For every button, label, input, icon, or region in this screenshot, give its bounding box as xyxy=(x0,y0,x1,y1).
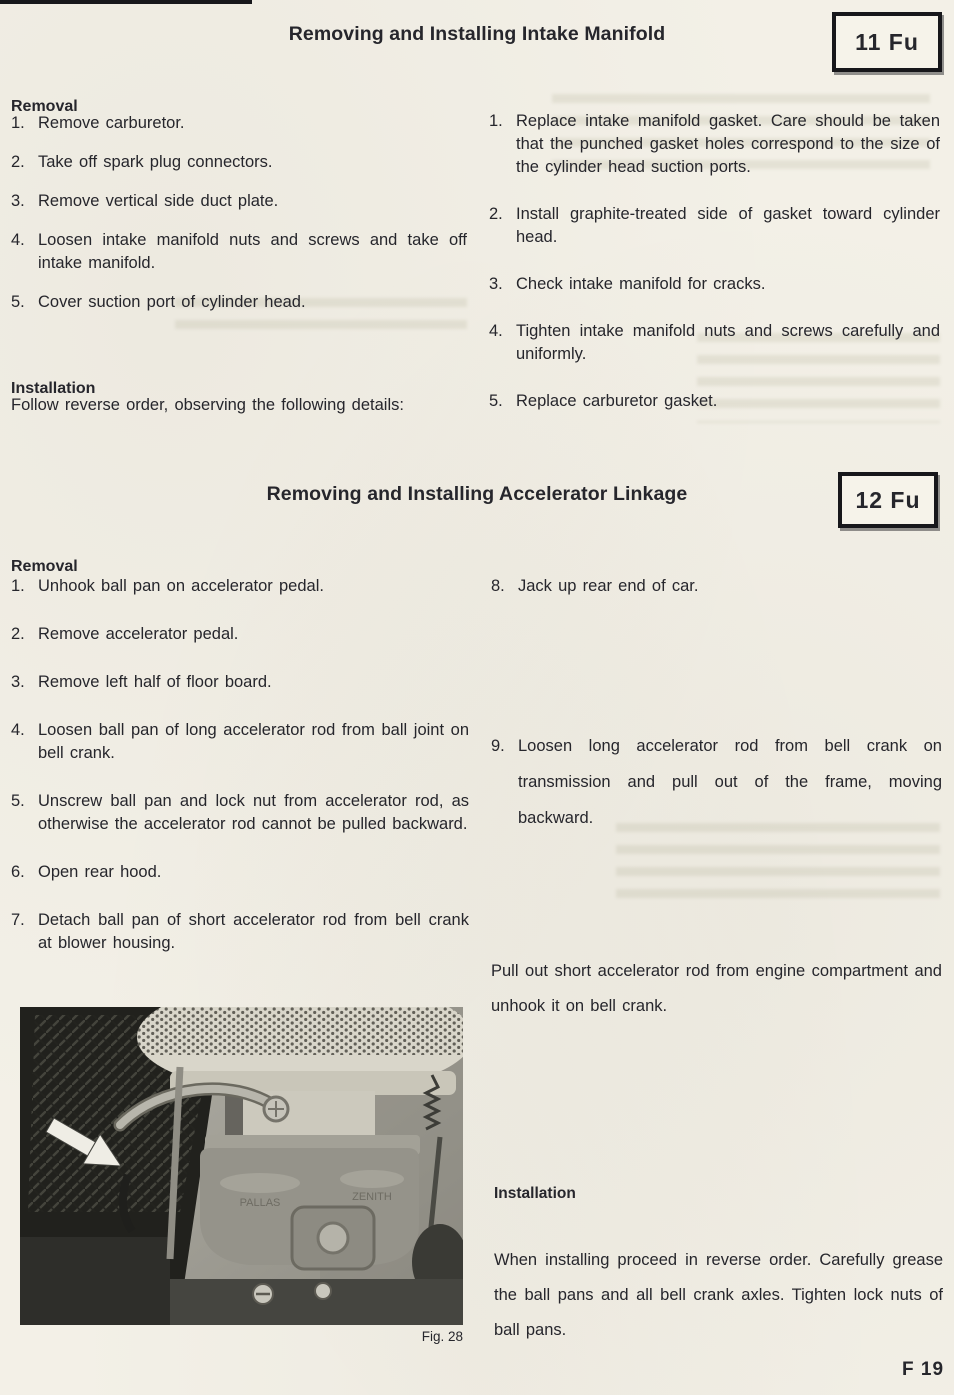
step-text: Loosen ball pan of long accelerator rod from ball joint on bell crank. xyxy=(38,721,469,762)
step-item xyxy=(489,273,940,296)
step-text: Remove vertical side duct plate. xyxy=(38,192,279,210)
scan-edge-artifact xyxy=(0,0,252,4)
step-text: Replace intake manifold gasket. Care should be taken that the punched gasket holes correspond to the size of the cylinder head suction ports. xyxy=(516,112,940,176)
step-item xyxy=(11,671,469,694)
step-number: 2. xyxy=(11,625,25,643)
step-number: 3. xyxy=(489,275,503,293)
step-item xyxy=(491,575,942,598)
figure-caption: Fig. 28 xyxy=(421,1329,463,1344)
section2-installation-paragraph: When installing proceed in reverse order. Carefully grease the ball pans and all bell crank axles. Tighten lock nuts of ball pans. xyxy=(494,1251,943,1339)
step-item xyxy=(489,320,940,366)
step-text: Remove accelerator pedal. xyxy=(38,625,239,643)
step-text: Loosen intake manifold nuts and screws and take off intake manifold. xyxy=(38,231,467,272)
section2-removal-steps-right xyxy=(491,575,942,1024)
step-item xyxy=(11,190,467,213)
step-number: 5. xyxy=(489,392,503,410)
air-cleaner-perforations xyxy=(137,1007,463,1055)
step-item xyxy=(11,861,469,884)
step-number: 1. xyxy=(11,114,25,132)
section2-code: 12 Fu xyxy=(855,486,921,513)
step-text: Loosen long accelerator rod from bell crank on transmission and pull out of the frame, moving backward. xyxy=(518,737,942,827)
embossed-badge-right xyxy=(340,1170,404,1188)
step-number: 7. xyxy=(11,911,25,929)
pull-out-paragraph: Pull out short accelerator rod from engine compartment and unhook it on bell crank. xyxy=(491,962,942,1015)
step-number: 3. xyxy=(11,673,25,691)
section1-code-box xyxy=(832,12,942,72)
section1-installation-steps xyxy=(489,110,940,437)
step-number: 9. xyxy=(491,737,505,755)
step-item xyxy=(489,390,940,413)
embossed-label-pallas: PALLAS xyxy=(239,1197,281,1209)
step-text: Tighten intake manifold nuts and screws carefully and uniformly. xyxy=(516,322,940,363)
embossed-label-zenith: ZENITH xyxy=(352,1191,392,1203)
step-number: 6. xyxy=(11,863,25,881)
step-item xyxy=(11,909,469,955)
carburetor-photo-illustration xyxy=(20,1007,463,1325)
step-item xyxy=(489,110,940,179)
step-text: Open rear hood. xyxy=(38,863,162,881)
step-item xyxy=(491,728,942,836)
step-number: 4. xyxy=(11,231,25,249)
section1-code: 11 Fu xyxy=(855,28,919,55)
section1-removal-heading: Removal xyxy=(11,98,78,116)
page-number: F 19 xyxy=(902,1359,945,1380)
step-item xyxy=(11,229,467,275)
step-number: 1. xyxy=(11,577,25,595)
step-item xyxy=(489,203,940,249)
step-text: Take off spark plug connectors. xyxy=(38,153,273,171)
step-number: 3. xyxy=(11,192,25,210)
step-item xyxy=(11,719,469,765)
step-number: 2. xyxy=(489,205,503,223)
step-item xyxy=(11,291,467,314)
step-text: Unhook ball pan on accelerator pedal. xyxy=(38,577,324,595)
cover-bolt xyxy=(318,1223,348,1253)
section2-installation-heading: Installation xyxy=(494,1184,576,1202)
figure-photo-carburetor xyxy=(20,1007,463,1325)
step-item xyxy=(11,790,469,836)
step-text: Check intake manifold for cracks. xyxy=(516,275,766,293)
step-text: Unscrew ball pan and lock nut from accelerator rod, as otherwise the accelerator rod cannot be pulled backward. xyxy=(38,792,469,833)
embossed-badge-left xyxy=(220,1173,300,1193)
section1-installation-heading: Installation xyxy=(11,380,96,398)
step-text: Remove left half of floor board. xyxy=(38,673,272,691)
section1-installation-intro: Follow reverse order, observing the following details: xyxy=(11,396,404,414)
step-number: 1. xyxy=(489,112,503,130)
step-item xyxy=(11,112,467,135)
section2-removal-steps-left xyxy=(11,575,469,980)
section2-removal-heading: Removal xyxy=(11,558,78,576)
step-item xyxy=(11,623,469,646)
step-number: 5. xyxy=(11,792,25,810)
step-number: 4. xyxy=(489,322,503,340)
step-item xyxy=(11,575,469,598)
step-item xyxy=(11,151,467,174)
step-text: Jack up rear end of car. xyxy=(518,577,699,595)
step-number: 5. xyxy=(11,293,25,311)
section2-title: Removing and Installing Accelerator Linkage xyxy=(266,483,688,506)
step-number: 2. xyxy=(11,153,25,171)
step-number: 4. xyxy=(11,721,25,739)
step-number: 8. xyxy=(491,577,505,595)
step-text: Replace carburetor gasket. xyxy=(516,392,718,410)
section1-removal-steps xyxy=(11,112,467,330)
base-bolt xyxy=(315,1283,331,1299)
lower-left-shadow xyxy=(20,1237,170,1325)
step-text: Detach ball pan of short accelerator rod from bell crank at blower housing. xyxy=(38,911,469,952)
step-text: Cover suction port of cylinder head. xyxy=(38,293,306,311)
section1-title: Removing and Installing Intake Manifold xyxy=(288,23,666,46)
step-text: Install graphite-treated side of gasket toward cylinder head. xyxy=(516,205,940,246)
step-text: Remove carburetor. xyxy=(38,114,185,132)
section2-code-box xyxy=(838,472,938,528)
